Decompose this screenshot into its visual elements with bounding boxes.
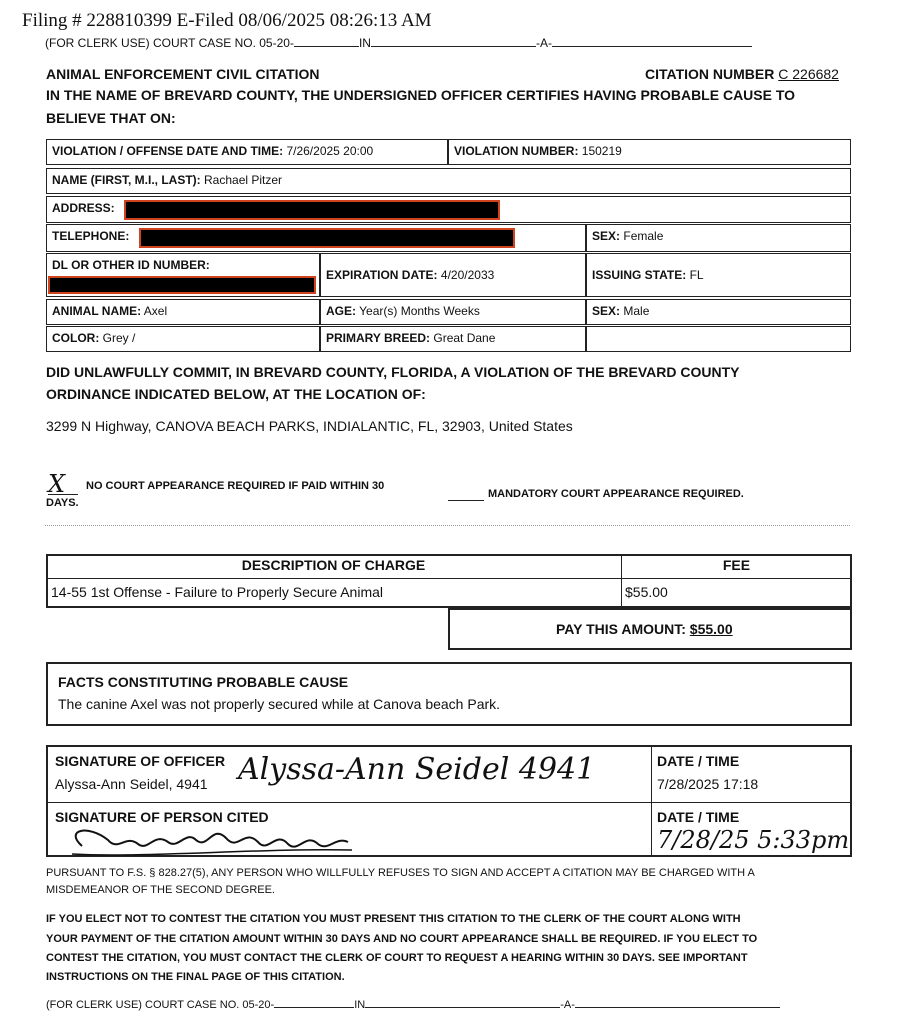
animal-breed-cell [320,326,586,352]
animal-sex-value: Male [623,304,650,318]
clerk-case-label: (FOR CLERK USE) COURT CASE NO. 05-20- [45,36,294,50]
violation-number-value: 150219 [581,144,622,158]
issuing-state-label: ISSUING STATE: [592,268,687,282]
person-sex-value: Female [623,229,664,243]
charge-description: 14-55 1st Offense - Failure to Properly Secure Animal [51,584,384,600]
animal-name-cell [46,299,320,325]
no-court-line-2: DAYS. [46,497,79,509]
officer-signature-label: SIGNATURE OF OFFICER [55,753,226,769]
animal-name-value: Axel [143,304,168,318]
fee-header: FEE [722,557,751,573]
dl-label: DL OR OTHER ID NUMBER: [52,258,210,272]
animal-age-value: Year(s) Months Weeks [359,304,480,318]
citation-number-value: C 226682 [778,66,839,82]
cited-signature [62,818,362,862]
instructions-line-2: YOUR PAYMENT OF THE CITATION AMOUNT WITHIN 30 DAYS AND NO COURT APPEARANCE SHALL BE REQUIRED. IF YOU ELECT TO [46,933,758,945]
animal-age-label: AGE: [326,304,356,318]
location-text: 3299 N Highway, CANOVA BEACH PARKS, INDIALANTIC, FL, 32903, United States [46,418,573,434]
facts-text: The canine Axel was not properly secured while at Canova beach Park. [58,696,501,712]
animal-sex-label: SEX: [592,304,621,318]
check-mark: X [48,470,66,498]
officer-signature: Alyssa-Ann Seidel 4941 [238,752,596,787]
pay-amount [556,621,733,637]
telephone-label: TELEPHONE: [52,229,130,243]
filing-stamp: Filing # 228810399 E-Filed 08/06/2025 08:26:13 AM [22,10,432,31]
person-sex-label: SEX: [592,229,621,243]
mandatory-text: MANDATORY COURT APPEARANCE REQUIRED. [488,488,744,500]
clerk-bottom-in-label: IN [354,999,366,1011]
animal-color-cell [46,326,320,352]
charge-fee: $55.00 [625,584,668,600]
animal-name-label: ANIMAL NAME: [52,304,142,318]
dl-redaction [48,276,316,294]
expiration-label: EXPIRATION DATE: [326,268,438,282]
signature-col-divider [651,745,652,857]
commit-line-1: DID UNLAWFULLY COMMIT, IN BREVARD COUNTY, FLORIDA, A VIOLATION OF THE BREVARD COUNTY [46,364,740,380]
citation-title: ANIMAL ENFORCEMENT CIVIL CITATION [46,66,320,82]
instructions-line-4: INSTRUCTIONS ON THE FINAL PAGE OF THIS CITATION. [46,971,345,983]
animal-breed-value: Great Dane [433,331,496,345]
name-value: Rachael Pitzer [204,173,283,187]
clerk-bottom-a-label: -A- [560,999,575,1011]
description-header: DESCRIPTION OF CHARGE [241,557,426,573]
name-cell [46,168,851,194]
issuing-state-cell [586,253,851,297]
clerk-case-top [45,36,845,50]
clerk-in-label: IN [358,36,371,50]
citation-number-label: CITATION NUMBER [645,66,775,82]
facts-title: FACTS CONSTITUTING PROBABLE CAUSE [58,674,349,690]
mandatory-line [448,500,484,501]
pay-value: $55.00 [689,621,733,637]
address-redaction [124,200,500,220]
instructions-line-1: IF YOU ELECT NOT TO CONTEST THE CITATION YOU MUST PRESENT THIS CITATION TO THE CLERK OF THE COURT ALONG WITH [46,913,741,925]
telephone-redaction [139,228,515,248]
check-line [48,494,78,495]
empty-cell [586,326,851,352]
person-sex-cell [586,224,851,252]
certify-line-2: BELIEVE THAT ON: [46,110,176,126]
certify-line-1: IN THE NAME OF BREVARD COUNTY, THE UNDERSIGNED OFFICER CERTIFIES HAVING PROBABLE CAUSE TO [46,87,796,103]
officer-name: Alyssa-Ann Seidel, 4941 [55,776,208,792]
animal-breed-label: PRIMARY BREED: [326,331,431,345]
cited-signature-label: SIGNATURE OF PERSON CITED [55,809,269,825]
facts-box [46,662,852,726]
animal-age-cell [320,299,586,325]
address-label: ADDRESS: [52,201,115,215]
issuing-state-value: FL [689,268,704,282]
clerk-a-label: -A- [535,36,552,50]
pursuant-line-2: MISDEMEANOR OF THE SECOND DEGREE. [46,884,275,896]
animal-color-label: COLOR: [52,331,100,345]
instructions-line-3: CONTEST THE CITATION, YOU MUST CONTACT THE CLERK OF COURT TO REQUEST A HEARING WITHIN 30 DAYS. SEE IMPORTANT [46,952,748,964]
clerk-bottom-case-label: (FOR CLERK USE) COURT CASE NO. 05-20- [46,999,275,1011]
charges-divider [46,578,852,579]
officer-datetime: 7/28/2025 17:18 [657,776,759,792]
expiration-value: 4/20/2033 [440,268,495,282]
name-label: NAME (FIRST, M.I., LAST): [52,173,201,187]
pay-label: PAY THIS AMOUNT: [556,621,686,637]
cited-datetime-label: DATE / TIME [657,809,740,825]
violation-number-label: VIOLATION NUMBER: [454,144,579,158]
violation-date-cell [46,139,448,165]
separator [45,525,850,526]
animal-sex-cell [586,299,851,325]
clerk-case-bottom [46,999,846,1011]
violation-number-cell [448,139,851,165]
animal-color-value: Grey / [102,331,136,345]
officer-datetime-label: DATE / TIME [657,753,740,769]
pursuant-line-1: PURSUANT TO F.S. § 828.27(5), ANY PERSON WHO WILLFULLY REFUSES TO SIGN AND ACCEPT A CITATION MAY BE CHARGED WITH A [46,867,755,879]
violation-date-label: VIOLATION / OFFENSE DATE AND TIME: [52,144,284,158]
cited-datetime: 7/28/25 5:33pm [657,826,850,854]
no-court-line-1: NO COURT APPEARANCE REQUIRED IF PAID WITHIN 30 [86,480,385,492]
expiration-cell [320,253,586,297]
violation-date-value: 7/26/2025 20:00 [286,144,374,158]
signature-divider [46,802,852,803]
commit-line-2: ORDINANCE INDICATED BELOW, AT THE LOCATION OF: [46,386,426,402]
citation-number [645,66,839,82]
